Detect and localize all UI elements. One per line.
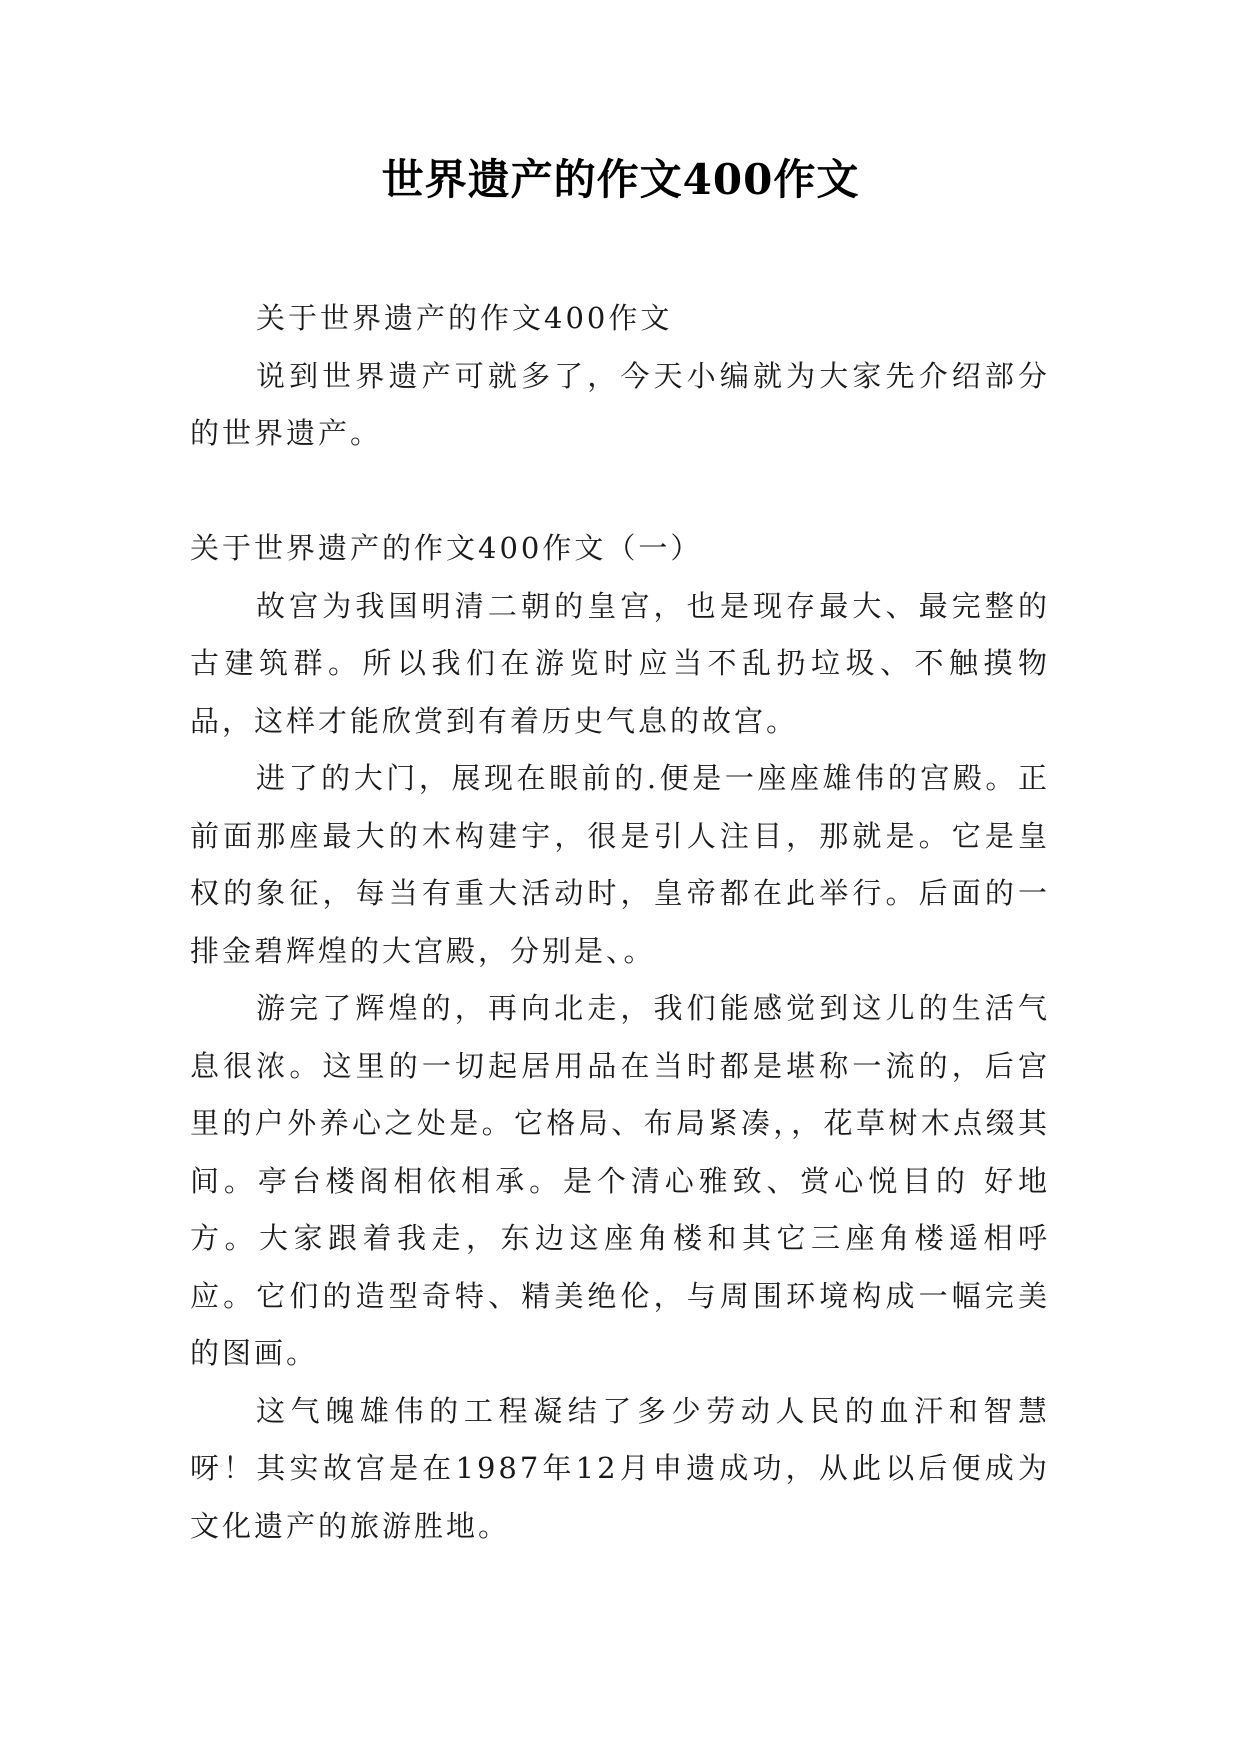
document-body xyxy=(190,290,1050,1555)
body-paragraph-1: 故宫为我国明清二朝的皇宫，也是现存最大、最完整的古建筑群。所以我们在游览时应当不乱扔垃圾、不触摸物品，这样才能欣赏到有着历史气息的故宫。 xyxy=(190,588,1050,738)
intro-heading: 关于世界遗产的作文400作文 xyxy=(256,301,673,335)
body-paragraph-2: 进了的大门，展现在眼前的.便是一座座雄伟的宫殿。正前面那座最大的木构建宇，很是引人注目，那就是。它是皇权的象征，每当有重大活动时，皇帝都在此举行。后面的一排金碧辉煌的大宫殿，分别是、。 xyxy=(190,761,1050,968)
intro-paragraph: 说到世界遗产可就多了，今天小编就为大家先介绍部分的世界遗产。 xyxy=(190,358,1050,450)
blank-line xyxy=(190,463,1050,521)
body-paragraph-4: 这气魄雄伟的工程凝结了多少劳动人民的血汗和智慧呀！其实故宫是在1987年12月申遗成功，从此以后便成为文化遗产的旅游胜地。 xyxy=(190,1393,1050,1543)
section-heading: 关于世界遗产的作文400作文（一） xyxy=(190,531,703,565)
document-title: 世界遗产的作文400作文 xyxy=(381,155,860,204)
body-paragraph-3: 游完了辉煌的，再向北走，我们能感觉到这儿的生活气息很浓。这里的一切起居用品在当时都是堪称一流的，后宫里的户外养心之处是。它格局、布局紧凑，，花草树木点缀其间。亭台楼阁相依相承。是个清心雅致、赏心悦目的 好地方。大家跟着我走，东边这座角楼和其它三座角楼遥相呼应。它们的造型奇特、精美绝伦，与周围环境构成一幅完美的图画。 xyxy=(190,991,1050,1370)
